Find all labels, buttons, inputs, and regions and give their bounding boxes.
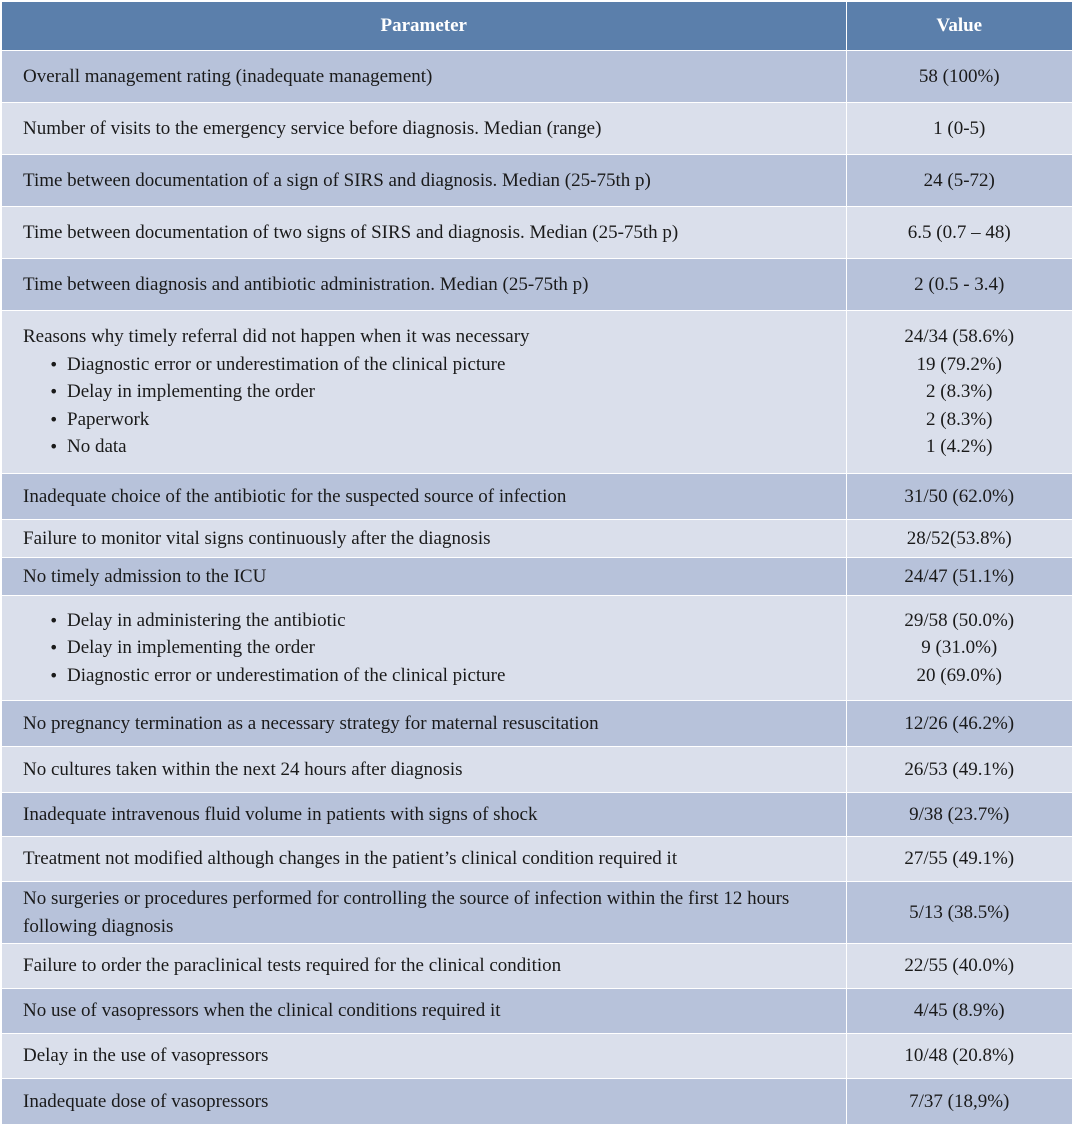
parameter-cell: Time between documentation of a sign of SIRS and diagnosis. Median (25-75th p)	[2, 155, 846, 207]
parameter-cell: No surgeries or procedures performed for controlling the source of infection within the first 12 hours following diagnosis	[2, 882, 846, 944]
header-row	[2, 2, 1072, 51]
bullet-value: 19 (79.2%)	[916, 353, 1002, 375]
value-cell: 24 (5-72)	[846, 155, 1072, 207]
bullet-item: • Diagnostic error or underestimation of the clinical picture	[23, 662, 826, 690]
parameter-cell: No pregnancy termination as a necessary strategy for maternal resuscitation	[2, 701, 846, 747]
value-cell	[846, 596, 1072, 701]
value-cell: 31/50 (62.0%)	[846, 474, 1072, 520]
table-row	[2, 701, 1072, 747]
header-value: Value	[846, 2, 1072, 51]
bullet-value: 9 (31.0%)	[921, 637, 998, 659]
table-row	[2, 155, 1072, 207]
value-cell: 22/55 (40.0%)	[846, 944, 1072, 989]
table-row	[2, 747, 1072, 793]
value-cell: 12/26 (46.2%)	[846, 701, 1072, 747]
table-row	[2, 989, 1072, 1034]
parameter-cell: Inadequate dose of vasopressors	[2, 1079, 846, 1124]
table-row	[2, 259, 1072, 311]
table-row	[2, 596, 1072, 701]
value-cell: 1 (0-5)	[846, 103, 1072, 155]
results-table	[2, 2, 1072, 1124]
parameter-cell: No cultures taken within the next 24 hours after diagnosis	[2, 747, 846, 793]
parameter-cell: Delay in the use of vasopressors	[2, 1034, 846, 1079]
bullet-item: • Delay in implementing the order	[23, 378, 826, 406]
value-cell: 4/45 (8.9%)	[846, 989, 1072, 1034]
bullet-item: • Diagnostic error or underestimation of the clinical picture	[23, 351, 826, 379]
table-row	[2, 558, 1072, 596]
bullet-value: 2 (8.3%)	[926, 408, 993, 430]
value-cell: 5/13 (38.5%)	[846, 882, 1072, 944]
table-row	[2, 520, 1072, 558]
bullet-item: • No data	[23, 433, 826, 461]
value-cell	[846, 311, 1072, 474]
value-cell: 24/47 (51.1%)	[846, 558, 1072, 596]
table-row	[2, 793, 1072, 837]
group-value: 24/34 (58.6%)	[904, 326, 1015, 348]
table-row	[2, 311, 1072, 474]
value-cell: 2 (0.5 - 3.4)	[846, 259, 1072, 311]
header-parameter: Parameter	[2, 2, 846, 51]
bullet-item: • Delay in administering the antibiotic	[23, 607, 826, 635]
table-row	[2, 1079, 1072, 1124]
parameter-cell: No timely admission to the ICU	[2, 558, 846, 596]
parameter-cell: Time between diagnosis and antibiotic administration. Median (25-75th p)	[2, 259, 846, 311]
bullet-value: 29/58 (50.0%)	[904, 609, 1015, 631]
table-row	[2, 1034, 1072, 1079]
parameter-cell: Inadequate choice of the antibiotic for the suspected source of infection	[2, 474, 846, 520]
parameter-cell: No use of vasopressors when the clinical conditions required it	[2, 989, 846, 1034]
bullet-item: • Delay in implementing the order	[23, 634, 826, 662]
value-cell: 7/37 (18,9%)	[846, 1079, 1072, 1124]
parameter-cell: Number of visits to the emergency service before diagnosis. Median (range)	[2, 103, 846, 155]
value-cell: 9/38 (23.7%)	[846, 793, 1072, 837]
parameter-cell: Time between documentation of two signs of SIRS and diagnosis. Median (25-75th p)	[2, 207, 846, 259]
parameter-cell: Failure to order the paraclinical tests required for the clinical condition	[2, 944, 846, 989]
value-cell: 58 (100%)	[846, 51, 1072, 103]
bullet-item: • Paperwork	[23, 406, 826, 434]
parameter-cell: Treatment not modified although changes in the patient’s clinical condition required it	[2, 837, 846, 882]
group-title: Reasons why timely referral did not happen when it was necessary	[23, 326, 530, 348]
parameter-cell: Failure to monitor vital signs continuously after the diagnosis	[2, 520, 846, 558]
value-cell: 26/53 (49.1%)	[846, 747, 1072, 793]
table-row	[2, 103, 1072, 155]
table-row	[2, 944, 1072, 989]
bullet-value: 2 (8.3%)	[926, 381, 993, 403]
value-cell: 28/52(53.8%)	[846, 520, 1072, 558]
value-cell: 10/48 (20.8%)	[846, 1034, 1072, 1079]
table-row	[2, 207, 1072, 259]
bullet-value: 1 (4.2%)	[926, 436, 993, 458]
parameter-cell	[2, 311, 846, 474]
value-cell: 27/55 (49.1%)	[846, 837, 1072, 882]
table-row	[2, 882, 1072, 944]
table-row	[2, 474, 1072, 520]
parameter-cell: Inadequate intravenous fluid volume in patients with signs of shock	[2, 793, 846, 837]
bullet-value: 20 (69.0%)	[916, 664, 1002, 686]
table-row	[2, 837, 1072, 882]
table-row	[2, 51, 1072, 103]
value-cell: 6.5 (0.7 – 48)	[846, 207, 1072, 259]
parameter-cell: Overall management rating (inadequate management)	[2, 51, 846, 103]
parameter-cell	[2, 596, 846, 701]
